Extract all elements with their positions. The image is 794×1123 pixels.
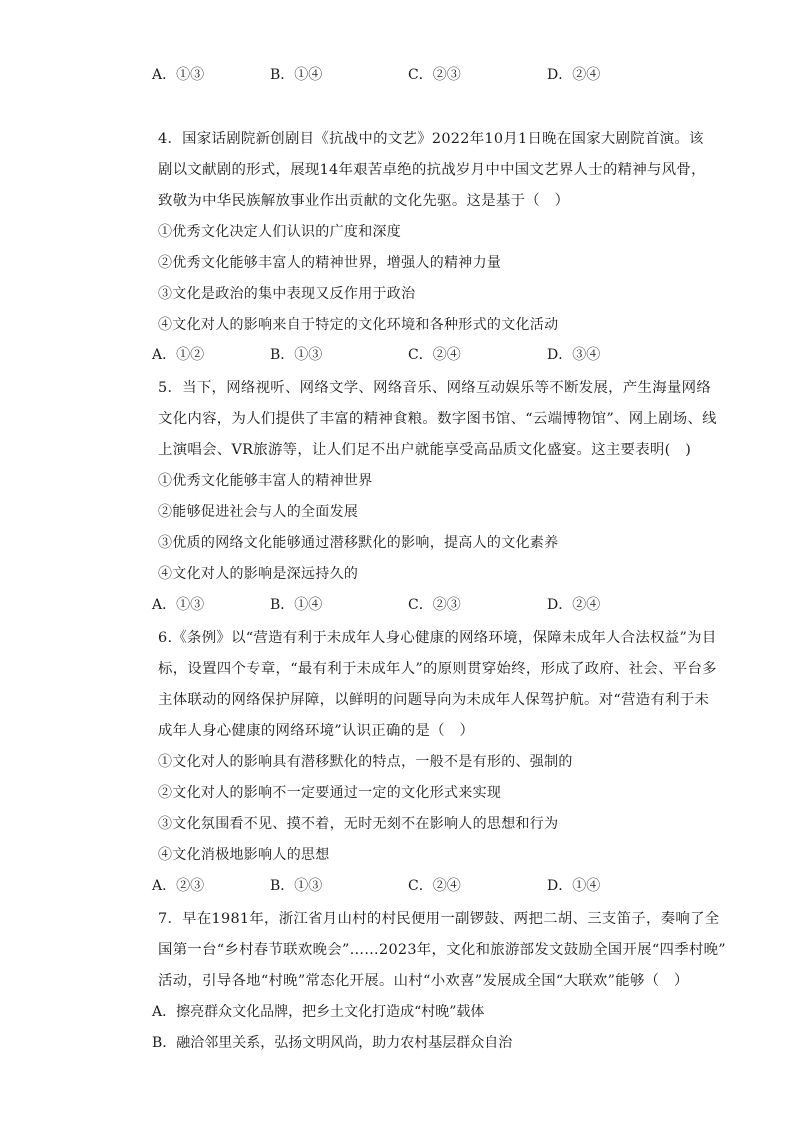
q3-option-b[interactable]: B．①④ [270, 67, 323, 83]
q4-statement-4: ④文化对人的影响来自于特定的文化环境和各种形式的文化活动 [158, 317, 559, 333]
q4-stem-line: 剧以文献剧的形式，展现14年艰苦卓绝的抗战岁月中中国文艺界人士的精神与风骨， [158, 162, 706, 178]
q5-options [152, 594, 612, 616]
q5-option-b[interactable]: B．①④ [270, 597, 323, 613]
q3-options [152, 64, 612, 86]
q4-option-c[interactable]: C．②④ [408, 347, 461, 363]
q5-option-a[interactable]: A．①③ [152, 597, 205, 613]
q6-stem-line: 标，设置四个专章，“最有利于未成年人”的原则贯穿始终，形成了政府、社会、平台多 [158, 661, 717, 677]
q4-stem-line: 4．国家话剧院新创剧目《抗战中的文艺》2022年10月1日晚在国家大剧院首演。该 [158, 131, 704, 147]
q5-option-c[interactable]: C．②③ [408, 597, 461, 613]
q6-stem-line: 成年人身心健康的网络环境”认识正确的是（ ） [158, 723, 475, 739]
q6-statement-3: ③文化氛围看不见、摸不着，无时无刻不在影响人的思想和行为 [158, 816, 559, 832]
q7-stem-line: 国第一台“乡村春节联欢晚会”……2023年，文化和旅游部发文鼓励全国开展“四季村晚” [158, 942, 726, 958]
q6-option-b[interactable]: B．①③ [270, 878, 323, 894]
q5-stem-line: 上演唱会、VR旅游等，让人们足不出户就能享受高品质文化盛宴。这主要表明( ) [158, 442, 692, 458]
q4-option-b[interactable]: B．①③ [270, 347, 323, 363]
q6-option-c[interactable]: C．②④ [408, 878, 461, 894]
q4-options [152, 344, 612, 366]
q3-option-d[interactable]: D．②④ [547, 67, 601, 83]
q3-option-c[interactable]: C．②③ [408, 67, 461, 83]
q7-stem-line: 7．早在1981年，浙江省月山村的村民便用一副锣鼓、两把二胡、三支笛子，奏响了全 [158, 911, 720, 927]
q6-option-d[interactable]: D．①④ [547, 878, 601, 894]
q6-stem-line: 主体联动的网络保护屏障，以鲜明的问题导向为未成年人保驾护航。对“营造有利于未 [158, 692, 710, 708]
q4-option-a[interactable]: A．①② [152, 347, 205, 363]
q5-statement-1: ①优秀文化能够丰富人的精神世界 [158, 473, 373, 489]
q5-stem-line: 文化内容，为人们提供了丰富的精神食粮。数字图书馆、“云端博物馆”、网上剧场、线 [158, 411, 717, 427]
q3-option-a[interactable]: A．①③ [152, 67, 205, 83]
q5-stem-line: 5．当下，网络视听、网络文学、网络音乐、网络互动娱乐等不断发展，产生海量网络 [158, 380, 712, 396]
q5-statement-3: ③优质的网络文化能够通过潜移默化的影响，提高人的文化素养 [158, 535, 559, 551]
q4-statement-1: ①优秀文化决定人们认识的广度和深度 [158, 224, 402, 240]
q4-stem-line: 致敬为中华民族解放事业作出贡献的文化先驱。这是基于（ ） [158, 193, 570, 209]
q6-options [152, 875, 612, 897]
q7-option-b[interactable]: B．融洽邻里关系，弘扬文明风尚，助力农村基层群众自治 [152, 1035, 513, 1051]
q5-statement-2: ②能够促进社会与人的全面发展 [158, 504, 359, 520]
q4-statement-3: ③文化是政治的集中表现又反作用于政治 [158, 286, 416, 302]
q4-option-d[interactable]: D．③④ [547, 347, 601, 363]
q6-option-a[interactable]: A．②③ [152, 878, 205, 894]
q5-option-d[interactable]: D．②④ [547, 597, 601, 613]
q6-stem-line: 6.《条例》以“营造有利于未成年人身心健康的网络环境，保障未成年人合法权益”为目 [158, 630, 717, 646]
q6-statement-1: ①文化对人的影响具有潜移默化的特点，一般不是有形的、强制的 [158, 754, 573, 770]
q7-stem-line: 活动，引导各地“村晚”常态化开展。山村“小欢喜”发展成全国“大联欢”能够（ ） [158, 973, 689, 989]
q7-option-a[interactable]: A．擦亮群众文化品牌，把乡土文化打造成“村晚”载体 [152, 1004, 485, 1020]
q4-statement-2: ②优秀文化能够丰富人的精神世界，增强人的精神力量 [158, 255, 502, 271]
q6-statement-4: ④文化消极地影响人的思想 [158, 847, 330, 863]
q6-statement-2: ②文化对人的影响不一定要通过一定的文化形式来实现 [158, 785, 502, 801]
q5-statement-4: ④文化对人的影响是深远持久的 [158, 566, 359, 582]
